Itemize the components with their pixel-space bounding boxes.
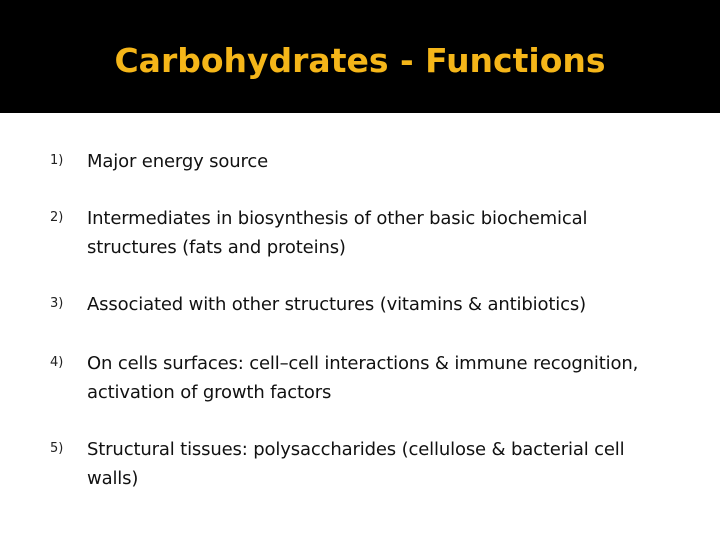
list-item-text: Major energy source bbox=[87, 151, 269, 172]
list-item-text: Associated with other structures (vitamins & antibiotics) bbox=[87, 294, 586, 315]
list-item-number: 5) bbox=[50, 441, 64, 456]
title-bar bbox=[0, 0, 720, 113]
list-item-text: On cells surfaces: cell–cell interactions & immune recognition, activation of growth factors bbox=[87, 353, 639, 403]
slide-title: Carbohydrates - Functions bbox=[114, 41, 606, 80]
list-item-text: Intermediates in biosynthesis of other basic biochemical structures (fats and proteins) bbox=[87, 208, 588, 258]
list-item-number: 4) bbox=[50, 355, 64, 370]
list-item-number: 1) bbox=[50, 153, 64, 168]
list-item-text: Structural tissues: polysaccharides (cellulose & bacterial cell walls) bbox=[87, 439, 625, 489]
list-item-number: 3) bbox=[50, 296, 64, 311]
list-item-number: 2) bbox=[50, 210, 64, 225]
